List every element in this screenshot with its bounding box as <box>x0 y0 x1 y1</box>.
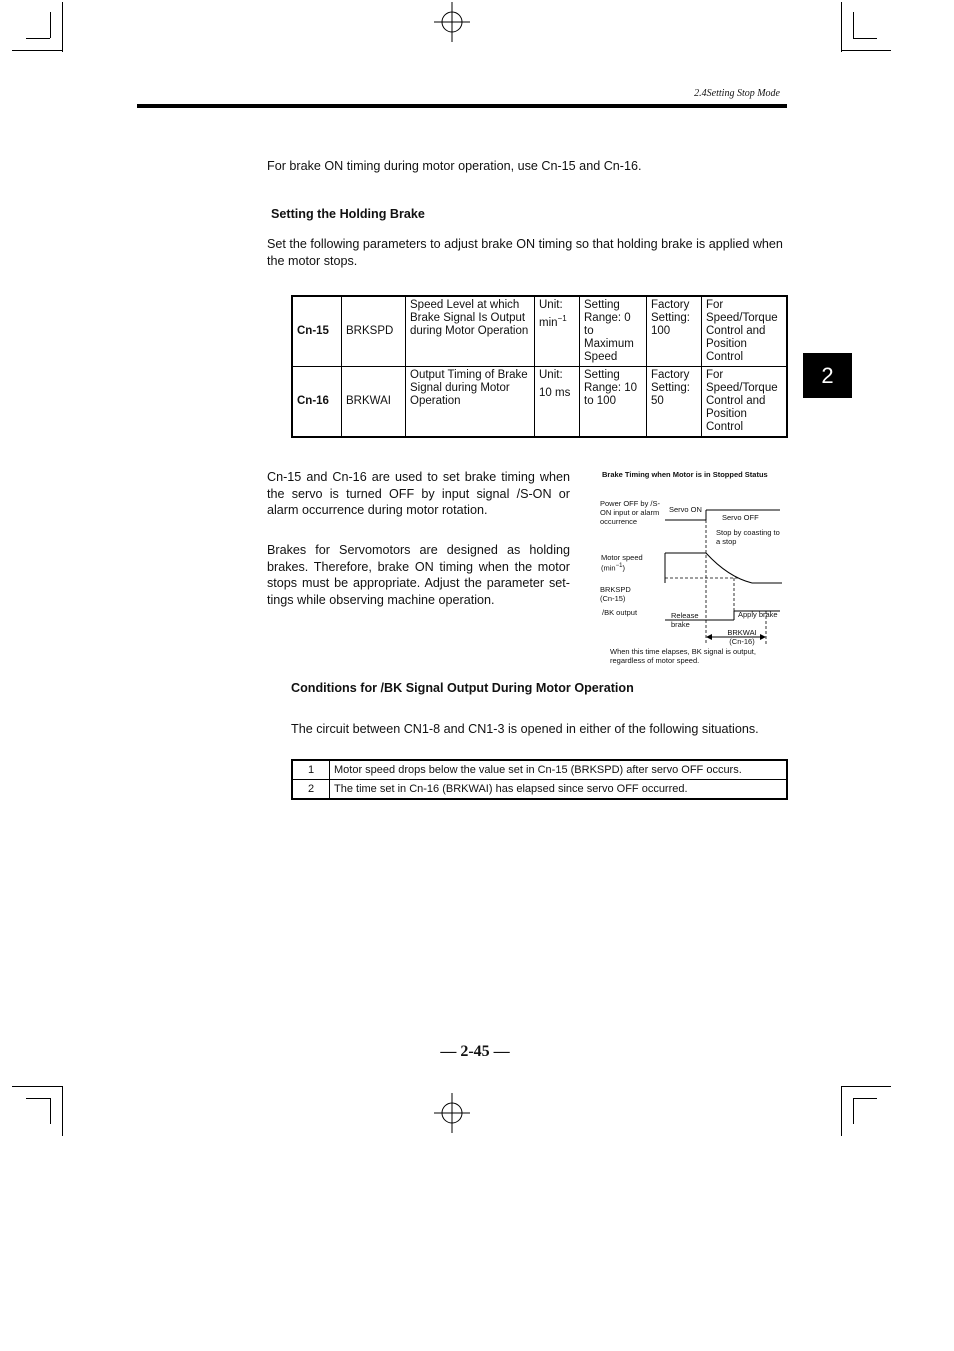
bk-output-label: /BK output <box>602 608 638 617</box>
param-factory: Factory Setting: 100 <box>647 296 702 367</box>
param-unit: Unit: $\min^{-1}$ <box>535 296 580 367</box>
chapter-tab: 2 <box>803 353 852 398</box>
apply-brake-label: Apply brake <box>738 610 778 619</box>
header-rule <box>137 104 787 108</box>
param-factory: Factory Setting: 50 <box>647 367 702 438</box>
table-row <box>292 367 787 438</box>
body-paragraph-1: Cn-15 and Cn-16 are used to set brake timing when the servo is turned OFF by input signal /S-ON or alarm occurrence during motor rotation. <box>267 470 570 517</box>
body-paragraph-2: Brakes for Servomotors are designed as holding brakes. Therefore, brake ON timing when the motor stops must be appropriate. Adjust the parameter set- tings while observing machine operation. <box>267 543 570 607</box>
param-range: Setting Range: 0 to Maximum Speed <box>580 296 647 367</box>
servo-off-label: Servo OFF <box>722 513 759 522</box>
param-description: Output Timing of Brake Signal during Motor Operation <box>406 367 535 438</box>
param-use: For Speed/Torque Control and Position Control <box>702 367 788 438</box>
param-name: BRKSPD <box>342 296 406 367</box>
table-row <box>292 780 787 800</box>
brkspd-label: BRKSPD (Cn-15) <box>600 585 631 603</box>
param-unit: Unit: 10 ms <box>535 367 580 438</box>
conditions-table <box>291 759 788 800</box>
param-code: Cn-15 <box>292 296 342 367</box>
brkwai-label: BRKWAI (Cn-16) <box>727 628 757 646</box>
motor-speed-label: Motor speed $(\min^{-1})$ <box>601 553 643 573</box>
diagram-note: When this time elapses, BK signal is output, regardless of motor speed. <box>610 647 756 665</box>
param-description: Speed Level at which Brake Signal Is Output during Motor Operation <box>406 296 535 367</box>
param-name: BRKWAI <box>342 367 406 438</box>
release-brake-label: Release brake <box>671 611 699 629</box>
conditions-heading: Conditions for /BK Signal Output During Motor Operation <box>291 681 634 695</box>
conditions-intro: The circuit between CN1-8 and CN1-3 is opened in either of the following situations. <box>291 722 759 736</box>
table-row <box>292 296 787 367</box>
condition-text: Motor speed drops below the value set in Cn-15 (BRKSPD) after servo OFF occurs. <box>330 760 788 780</box>
param-code: Cn-16 <box>292 367 342 438</box>
page-number: — 2-45 — <box>440 1043 510 1060</box>
servo-on-label: Servo ON <box>669 505 702 514</box>
parameter-table <box>291 295 788 438</box>
intro-text: For brake ON timing during motor operation, use Cn-15 and Cn-16. <box>267 159 642 173</box>
condition-text: The time set in Cn-16 (BRKWAI) has elapsed since servo OFF occurred. <box>330 780 788 800</box>
stop-coasting-label: Stop by coasting to a stop <box>716 528 780 546</box>
condition-number: 1 <box>292 760 330 780</box>
power-off-label: Power OFF by /S-ON input or alarm occurrence <box>600 499 661 526</box>
param-range: Setting Range: 10 to 100 <box>580 367 647 438</box>
condition-number: 2 <box>292 780 330 800</box>
brake-timing-diagram <box>600 495 790 645</box>
registration-mark-bottom <box>432 1093 472 1133</box>
registration-mark-top <box>432 2 472 42</box>
diagram-title: Brake Timing when Motor is in Stopped Status <box>602 470 768 479</box>
holding-brake-text: Set the following parameters to adjust brake ON timing so that holding brake is applied when the motor stops. <box>267 237 783 268</box>
param-use: For Speed/Torque Control and Position Control <box>702 296 788 367</box>
table-row <box>292 760 787 780</box>
section-header: 2.4Setting Stop Mode <box>694 88 780 99</box>
holding-brake-heading: Setting the Holding Brake <box>271 207 425 221</box>
